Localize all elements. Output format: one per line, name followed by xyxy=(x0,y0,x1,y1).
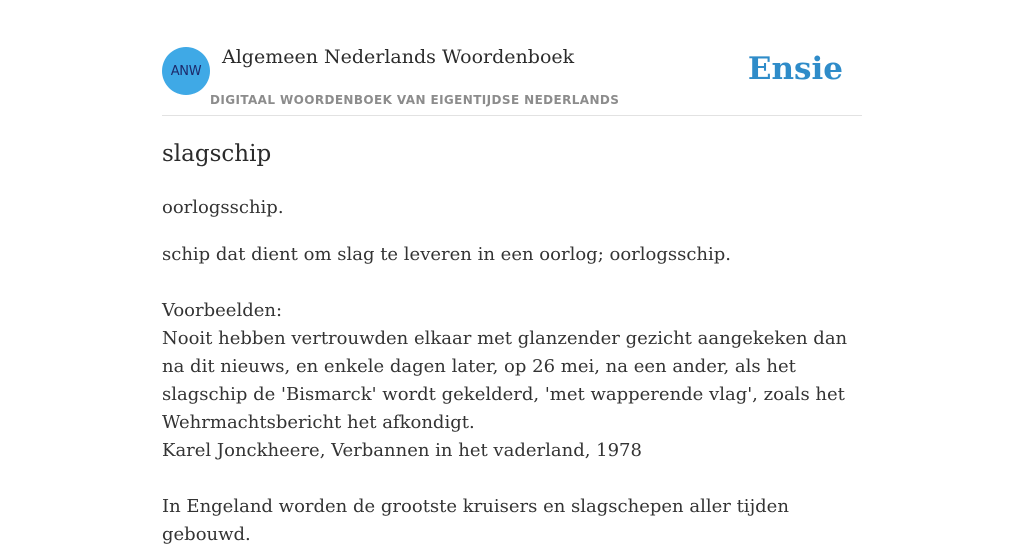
short-definition: oorlogsschip. xyxy=(162,197,284,218)
example-text: In Engeland worden de grootste kruisers en slagschepen aller tijden gebouwd. xyxy=(162,496,789,545)
site-title[interactable]: Algemeen Nederlands Woordenboek xyxy=(222,46,575,68)
header-divider xyxy=(162,115,862,116)
entry-content xyxy=(162,138,862,549)
definition: schip dat dient om slag te leveren in een oorlog; oorlogsschip. xyxy=(162,244,732,265)
headword: slagschip xyxy=(162,141,272,167)
example-source: Karel Jonckheere, Verbannen in het vaderland, 1978 xyxy=(162,440,642,461)
ensie-logo-link[interactable]: Ensie xyxy=(747,51,843,87)
site-subtitle: DIGITAAL WOORDENBOEK VAN EIGENTIJDSE NEDERLANDS xyxy=(210,93,620,107)
examples-label: Voorbeelden: xyxy=(162,300,283,321)
example-text: Nooit hebben vertrouwden elkaar met glanzender gezicht aangekeken dan na dit nieuws, en enkele dagen later, op 26 mei, na een ander, als het slagschip de 'Bismarck' wordt gekelderd, 'met wapperende vlag', zoals het Wehrmachtsbericht het afkondigt. xyxy=(162,328,848,433)
anw-logo[interactable]: ANW xyxy=(162,47,210,95)
